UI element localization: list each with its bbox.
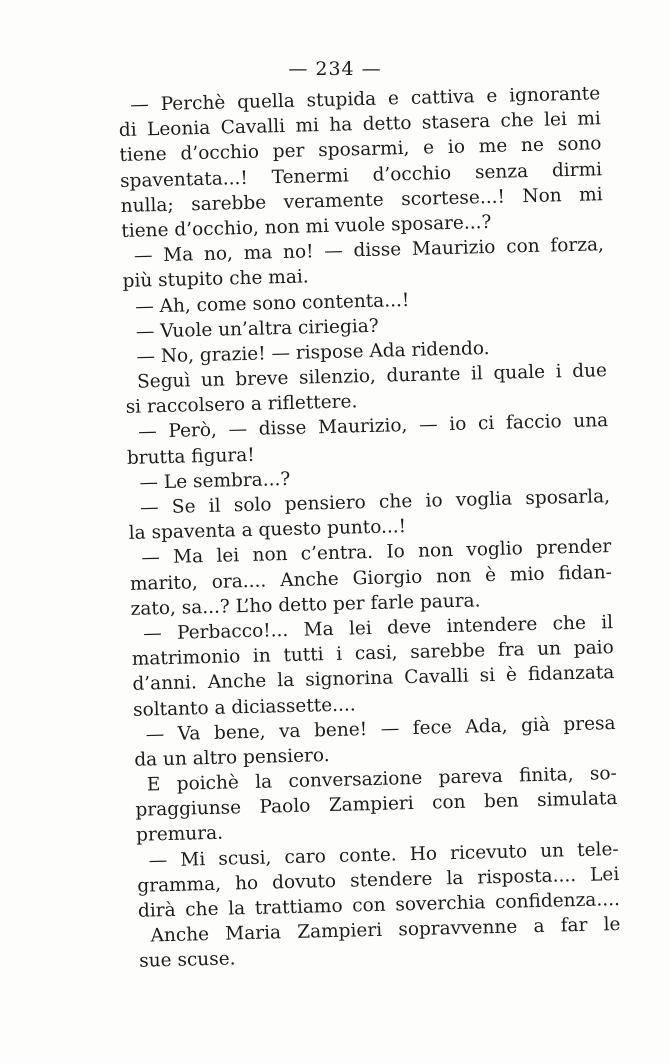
text-line: sue scuse. [138, 948, 236, 973]
text-line: nulla; sarebbe veramente scortese...! Non mi [120, 183, 603, 217]
page-number: — 234 — [288, 58, 382, 80]
text-line: zato, sa...? L’ho detto per farle paura. [130, 590, 481, 620]
text-line: — No, grazie! — rispose Ada ridendo. [136, 337, 490, 368]
text-line: — Va bene, va bene! — fece Ada, già presa [145, 712, 616, 746]
text-line: tiene d’occhio per sposarmi, e io me ne sono [119, 133, 602, 167]
text-line: — Vuole un’altra ciriegia? [135, 315, 379, 343]
text-line: da un altro pensiero. [134, 744, 330, 771]
text-line: Anche Maria Zampieri sopravvenne a far le [150, 914, 621, 947]
text-line: — Ma lei non c’entra. Io non voglio prender [141, 536, 612, 569]
text-line: — Però, — disse Maurizio, — io ci faccio una [138, 410, 609, 444]
text-line: — Perbacco!... Ma lei deve intendere che il [142, 612, 614, 645]
text-line: d’anni. Anche la signorina Cavalli si è fidanzata [132, 662, 615, 696]
text-line: — Se il solo pensiero che io voglia sposarla, [139, 486, 611, 519]
text-line: tiene d’occhio, non mi vuole sposare...? [121, 211, 492, 242]
text-line: praggiunse Paolo Zampieri con ben simulata [135, 788, 618, 822]
text-line: di Leonia Cavalli mi ha detto stasera che lei mi [118, 108, 602, 142]
text-line: brutta figura! [126, 444, 255, 469]
text-line: gramma, ho dovuto stendere la risposta.... Lei [137, 863, 620, 897]
body-text [118, 81, 621, 974]
text-line: E poichè la conversazione pareva finita, so- [146, 763, 618, 796]
text-line: — Mi scusi, caro conte. Ho ricevuto un tele- [148, 838, 619, 872]
text-line: premura. [135, 823, 224, 847]
text-line: marito, ora.... Anche Giorgio non è mio fidan- [129, 561, 613, 595]
text-line: matrimonio in tutti i casi, sarebbe fra un paio [131, 637, 614, 670]
text-line: più stupito che mai. [122, 266, 309, 293]
text-line: — Ma no, ma no! — disse Maurizio con forza, [133, 234, 605, 267]
text-line: Seguì un breve silenzio, durante il quale i due [136, 360, 608, 393]
text-line: soltanto a diciassette.... [132, 693, 356, 721]
text-line: — Le sembra...? [139, 468, 291, 494]
text-line: — Perchè quella stupida e cattiva e ignorante [130, 83, 601, 116]
text-line: — Ah, come sono contenta...! [134, 289, 410, 318]
text-line: la spaventa a questo punto...! [128, 516, 407, 545]
text-line: si raccolsero a riflettere. [125, 391, 358, 419]
text-line: dirà che la trattiamo con soverchia confidenza.... [137, 888, 621, 922]
text-line: spaventata...! Tenermi d’occhio senza dirmi [119, 158, 603, 192]
